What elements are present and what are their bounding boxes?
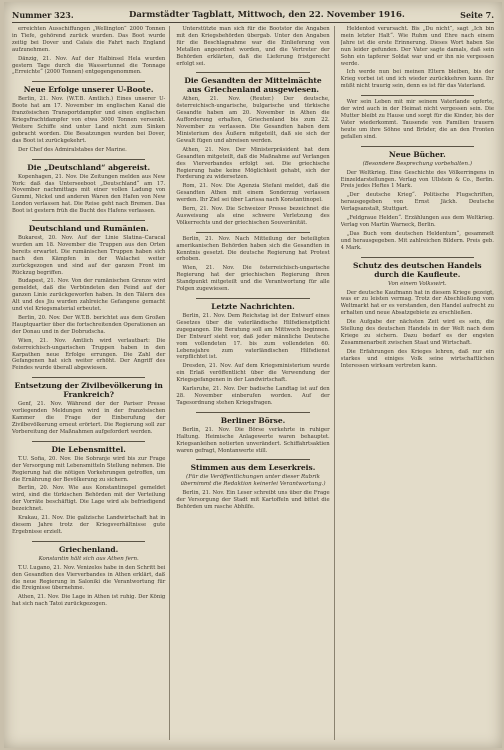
- article-paragraph: Wien, 21. Nov. Die österreichisch-ungarische Regierung hat der griechischen Regierung ihren Standpunkt mitgeteilt und die Verantwortung für alle Folgen zugewiesen.: [176, 265, 330, 293]
- article-paragraph: Der deutsche Kaufmann hat in diesem Kriege gezeigt, was er zu leisten vermag. Trotz der Abschließung vom Weltmarkt hat er es verstanden, den Handel aufrecht zu erhalten und neue Absatzgebiete zu erschließen.: [340, 289, 494, 317]
- article-paragraph: Die Aufgabe der nächsten Zeit wird es sein, die Stellung des deutschen Handels in der Welt nach dem Kriege zu sichern. Dazu bedarf es der engsten Zusammenarbeit zwischen Staat und Wirtschaft.: [340, 319, 494, 346]
- article: [12, 26, 165, 76]
- section-divider: [361, 257, 474, 258]
- article: [341, 26, 494, 90]
- article: [341, 99, 494, 140]
- article: [12, 163, 165, 215]
- article-paragraph: Wer sein Leben mit mir seinem Vaterlande opferte, der wird auch in der Heimat nicht vergessen sein. Die Mutter bleibt zu Hause und sorgt für die Kinder, bis der Vater wiederkommt. Tausende von Familien trauern heute um ihre Söhne und Brüder, die an den Fronten gefallen sind.: [340, 99, 494, 140]
- section-divider: [196, 459, 309, 460]
- article-paragraph: Die Erfahrungen des Krieges lehren, daß nur ein starkes und einiges Volk seine wirtschaftlichen Interessen wirksam vertreten kann.: [340, 348, 494, 369]
- section-divider: [196, 298, 309, 299]
- article-paragraph: Krakau, 21. Nov. Die galizische Landwirtschaft hat in diesem Jahre trotz der Kriegsverhältnisse gute Ergebnisse erzielt.: [12, 515, 166, 535]
- article-paragraph: Berlin, 21. Nov. Nach Mitteilung der beteiligten amerikanischen Behörden haben sich die Gesandten in Kenntnis gesetzt. Die deutsche Regierung hat Protest erhoben.: [176, 235, 330, 263]
- article: [12, 445, 165, 536]
- article-paragraph: Heldentod verursacht. Bis „Du nicht“, sagt „Ich bin mein letzter Halt“. Wie Ruhm und Ehre nach einem Jahre ist die erste Erinnerung. Dieses Wort haben Sie nun leider gefunden. Der Vater sagte damals, daß sein Sohn ein tapferer Soldat war und er ihn nie vergessen werde.: [340, 26, 494, 67]
- article-paragraph: Dänzig, 21. Nov. Auf der Halbinsel Hela wurden gestern Tage durch die Wassertunnel die Tonnage „Erreichte“ (2000 Tonnen) entgegengenommen.: [12, 55, 166, 76]
- issue-number: Nummer 323.: [12, 10, 74, 20]
- article-subheadline: (Für die Veröffentlichungen unter dieser Rubrik übernimmt die Redaktion keinerlei Verantwortung.): [180, 474, 326, 488]
- column-3: [341, 26, 494, 740]
- article-paragraph: T.U. Lugano, 21. Nov. Venizelos habe in den Schritt bei den Gesandten des Vierverbandes in Athen erklärt, daß die neue Regierung in Saloniki die Verantwortung für die Ereignisse übernehme.: [12, 564, 166, 592]
- article-headline: Stimmen aus dem Leserkreis.: [190, 463, 316, 473]
- article-paragraph: Bukarest, 20. Nov. Auf der Linie Slatina–Caracal wurden am 18. November die Truppen aus den Orten bereits erwartet. Die rumänischen Truppen haben sich nach den Kämpfen in der Walachei weiter zurückgezogen und sind auf der ganzen Front im Rückzug begriffen.: [12, 235, 166, 276]
- article-headline: Neue Erfolge unserer U-Boote.: [23, 85, 154, 95]
- article-paragraph: Berlin, 21. Nov. Die Börse verkehrte in ruhiger Haltung. Heimische Anlagewerte waren behauptet. Kriegsanleihen notierten unverändert. Schiffahrtsaktien waren gefragt, Montanwerte still.: [176, 426, 330, 454]
- section-divider: [32, 377, 145, 378]
- article-paragraph: Unterstützte man sich für die Bootstor die Angaben mit den Kriegsbehörden übergab. Unter den Angaben für die Beschlagnahme war die Einlieferung von Metallen angeordnet worden, und die Vertreter der Behörden erklärten, daß die Lieferung fristgerecht erfolgt sei.: [176, 26, 330, 67]
- article-paragraph: Berlin, 20. Nov. Der W.T.B. berichtet aus dem Großen Hauptquartier über die fortschreitenden Operationen an der Donau und in der Dobrudscha.: [12, 315, 166, 335]
- article-paragraph: Bern, 21. Nov. Die Schweizer Presse bezeichnet die Ausweisung als eine schwere Verletzung des Völkerrechts und der griechischen Souveränität.: [176, 206, 330, 226]
- article-headline: Die Lebensmittel.: [51, 444, 126, 454]
- section-divider: [32, 81, 145, 82]
- article-paragraph: erreichten Ausschiffungen „Wellington“ 2000 Tonnen in Tiefe, gehörend zurück wurden. Das Boot wurde zeitig bei Dover und Calais die Fahrt nach England aufzunehmen.: [12, 26, 166, 53]
- article-headline: Deutschland und Rumänien.: [28, 224, 149, 234]
- section-divider: [32, 220, 145, 221]
- article-headline: Berliner Börse.: [220, 415, 286, 425]
- article-paragraph: „Feldgraue Helden“. Erzählungen aus dem Weltkrieg. Verlag von Martin Warneck, Berlin.: [340, 215, 494, 228]
- article-paragraph: Der Weltkrieg. Eine Geschichte des Völkerringens in Einzeldarstellungen. Verlag von Ullstein & Co., Berlin. Preis jedes Heftes 1 Mark.: [340, 169, 494, 190]
- article-paragraph: „Der deutsche Krieg“. Politische Flugschriften, herausgegeben von Ernst Jäckh. Deutsche Verlagsanstalt, Stuttgart.: [340, 192, 494, 213]
- article-headline: Letzte Nachrichten.: [211, 302, 295, 311]
- article: [176, 463, 329, 511]
- article-paragraph: Athen, 21. Nov. (Reuter.) Der deutsche, österreichisch-ungarische, bulgarische und türkische Gesandte haben am 20. November in Athen die Aufforderung erhalten, Griechenland bis zum 22. November zu verlassen. Die Gesandten haben dem Ministerium des Äußern mitgeteilt, daß sie sich der Gewalt fügen und abreisen werden.: [176, 96, 330, 144]
- article-headline: Entsetzung der Zivilbevölkerung in Frankreich?: [14, 381, 163, 400]
- newspaper-title-date: Darmstädter Tagblatt, Mittwoch, den 22. November 1916.: [128, 10, 405, 20]
- article: [341, 261, 494, 370]
- column-1: [12, 26, 170, 740]
- article-subheadline: Von einem Volkswirt.: [388, 280, 447, 287]
- article-headline: Die „Deutschland“ abgereist.: [27, 162, 151, 172]
- article: [176, 26, 329, 67]
- section-divider: [32, 441, 145, 442]
- article-paragraph: „Das Buch vom deutschen Heldentum“, gesammelt und herausgegeben. Mit zahlreichen Bildern. Preis geb. 4 Mark.: [340, 230, 494, 251]
- article-headline: Schutz des deutschen Handels durch die Kaufleute.: [353, 260, 482, 279]
- article: [12, 381, 165, 436]
- masthead: [12, 8, 494, 23]
- page-number: Seite 7.: [460, 10, 494, 20]
- article: [341, 150, 494, 252]
- article: [176, 76, 329, 226]
- article-headline: Die Gesandten der Mittelmächte aus Griechenland ausgewiesen.: [184, 76, 322, 95]
- article-paragraph: Der Chef des Admiralstabes der Marine.: [18, 146, 127, 153]
- section-divider: [361, 146, 474, 147]
- article-paragraph: Athen, 21. Nov. Der Ministerpräsident hat dem Gesandten mitgeteilt, daß die Maßnahme auf Verlangen des Vierverbandes erfolgt sei. Die griechische Regierung habe keine Möglichkeit gehabt, sich der Forderung zu widersetzen.: [176, 146, 330, 181]
- article: [176, 416, 329, 455]
- section-divider: [32, 159, 145, 160]
- columns: [12, 26, 494, 740]
- article-paragraph: Dresden, 21. Nov. Auf dem Kriegsministerium wurde ein Erlaß veröffentlicht über die Verwendung der Kriegsgefangenen in der Landwirtschaft.: [176, 363, 330, 384]
- article-paragraph: Wien, 21. Nov. Amtlich wird verlautbart: Die österreichisch-ungarischen Truppen haben in den Karpathen neue Erfolge errungen. Die Zahl der Gefangenen hat sich weiter erhöht. Der Angriff des Feindes wurde überall abgewiesen.: [12, 337, 166, 372]
- article-paragraph: Karlsruhe, 21. Nov. Der badische Landtag ist auf den 28. November einberufen worden. Auf der Tagesordnung stehen Kriegsfragen.: [176, 386, 330, 406]
- article-paragraph: Berlin, 20. Nov. Wie aus Konstantinopel gemeldet wird, sind die türkischen Behörden mit der Verteilung der Vorräte beschäftigt. Die Lage wird als befriedigend bezeichnet.: [12, 485, 166, 513]
- article-paragraph: Athen, 21. Nov. Die Lage in Athen ist ruhig. Der König hat sich nach Tatoi zurückgezogen.: [12, 594, 166, 608]
- section-divider: [196, 232, 309, 233]
- article: [12, 224, 165, 372]
- section-divider: [196, 72, 309, 73]
- article-paragraph: Berlin, 21. Nov. Dem Reichstag ist der Entwurf eines Gesetzes über die vaterländische Hilfsdienstpflicht zugegangen. Die Beratung soll am Mittwoch beginnen. Der Entwurf sieht vor, daß jeder männliche Deutsche vom vollendeten 17. bis zum vollendeten 60. Lebensjahre zum vaterländischen Hilfsdienst verpflichtet ist.: [176, 313, 330, 361]
- article-subheadline: (Besondere Besprechung vorbehalten.): [362, 160, 472, 167]
- article-paragraph: T.U. Sofia, 20. Nov. Die Sobranje wird bis zur Frage der Versorgung mit Lebensmitteln Stellung nehmen. Die Regierung hat die nötigen Vorkehrungen getroffen, um die Ernährung der Bevölkerung zu sichern.: [12, 455, 166, 483]
- article-headline: Griechenland.: [59, 544, 119, 554]
- section-divider: [361, 95, 474, 96]
- article-paragraph: Genf, 21. Nov. Während der der Pariser Presse vorliegenden Meldungen wird in der französischen Kammer die Frage der Einberufung der Zivilbevölkerung erneut erörtert. Die Regierung soll zur Vorbereitung der Maßnahmen aufgefordert werden.: [12, 401, 166, 435]
- column-2: [176, 26, 334, 740]
- article-paragraph: Kopenhagen, 21. Nov. Die Zeitungen melden aus New York: daß das Unterseeboot „Deutschland“ am 17. November nachmittags mit einer vollen Ladung von Gummi, Nickel und anderen Waren den Hafen von New London verlassen hat. Die Reise geht nach Bremen. Das Boot ist gestern früh die Bucht des Hafens verlassen.: [12, 173, 166, 215]
- article-paragraph: Berlin, 21. Nov. (W.T.B. Amtlich.) Eines unserer U-Boote hat am 17. November im englischen Kanal die französischen Transportdampfer und einen englischen Kriegsfrachtdampfer von etwa 3000 Tonnen versenkt. Weitere Schiffe sind unter Land nicht zum Sinken gebracht worden. Die Besatzungen wurden bei Dover, das Boot ist zurückgekehrt.: [12, 96, 166, 144]
- section-divider: [32, 541, 145, 542]
- article-paragraph: Budapest, 21. Nov. Von der rumänischen Grenze wird gemeldet, daß die Verbündeten den Feind auf der ganzen Linie zurückgeworfen haben. In den Tälern des Alt und des Jiu wurden zahlreiche Gefangene gemacht und viel Kriegsmaterial erbeutet.: [12, 278, 166, 313]
- article-paragraph: Rom, 21. Nov. Die Agenzia Stefani meldet, daß die Gesandten Athen mit einem Sonderzug verlassen werden. Ihr Ziel sei über Larissa nach Konstantinopel.: [176, 183, 330, 204]
- article-headline: Neue Bücher.: [388, 149, 446, 159]
- article: [12, 545, 165, 608]
- article: [176, 236, 329, 293]
- article: [12, 85, 165, 153]
- section-divider: [196, 412, 309, 413]
- newspaper-page: [4, 2, 502, 748]
- article: [176, 302, 329, 407]
- article-paragraph: Berlin, 21. Nov. Ein Leser schreibt uns über die Frage der Versorgung der Stadt mit Kartoffeln und bittet die Behörden um rasche Abhilfe.: [176, 490, 330, 511]
- article-subheadline: Konstantin hält sich aus Athen fern.: [38, 555, 139, 562]
- article-paragraph: Ich werde nun bei meinen Eltern bleiben, bis der Krieg vorbei ist und ich wieder zurückkehren kann. Ihr müßt nicht traurig sein, denn es ist für das Vaterland.: [340, 69, 494, 90]
